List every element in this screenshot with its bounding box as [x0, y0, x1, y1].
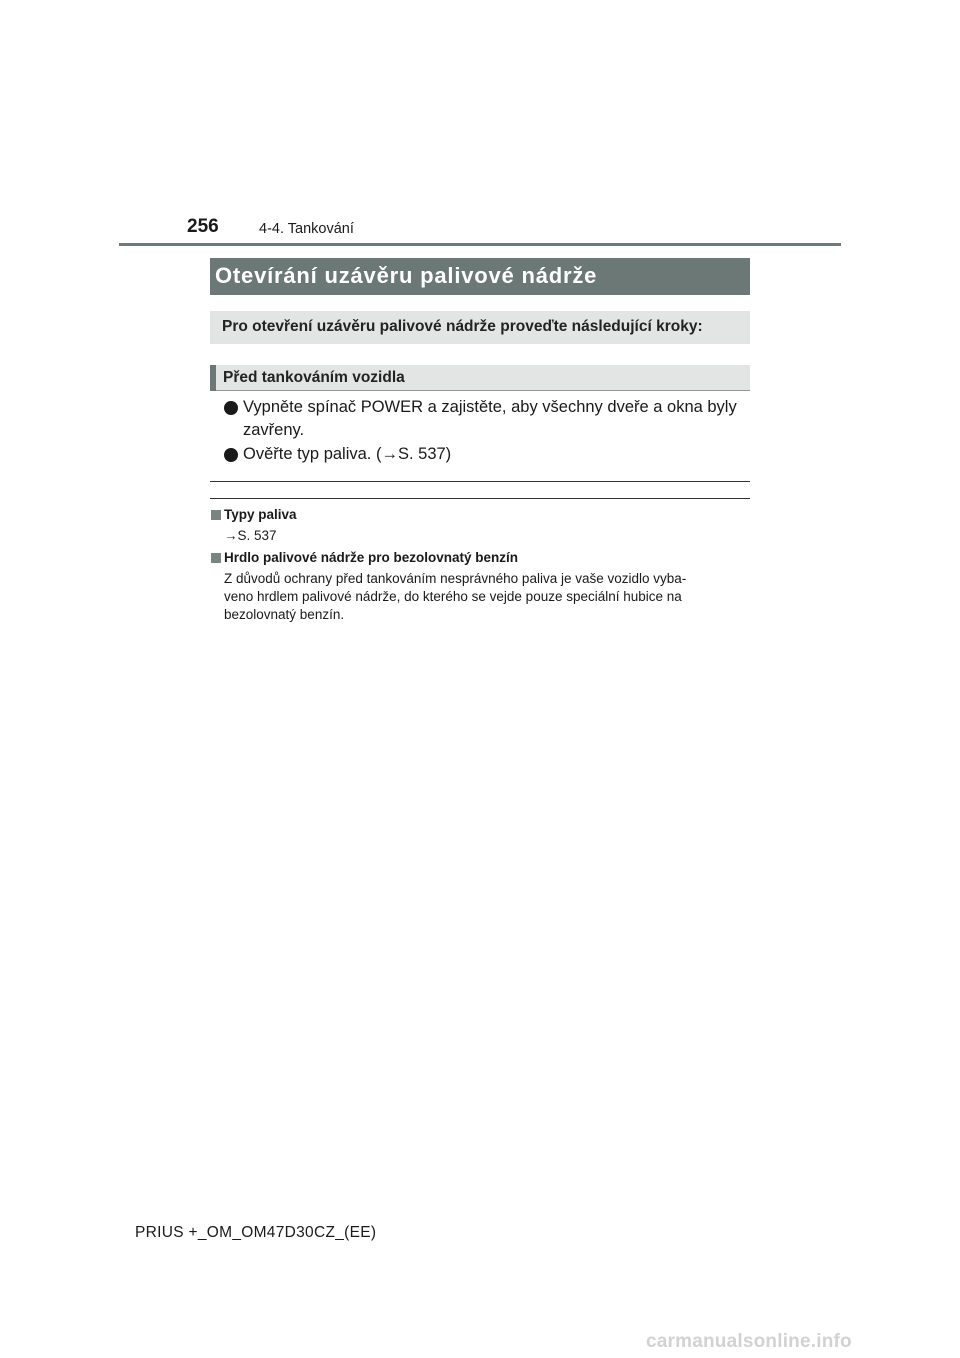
note-body-line: Z důvodů ochrany před tankováním nesprávného paliva je vaše vozidlo vyba- — [224, 571, 687, 586]
bullet-text-1-line1: Vypněte spínač POWER a zajistěte, aby všechny dveře a okna byly — [243, 398, 737, 416]
note-body-line: veno hrdlem palivové nádrže, do kterého se vejde pouze speciální hubice na — [224, 589, 682, 604]
subheading-accent — [210, 365, 216, 391]
note-title-fuel-neck: Hrdlo palivové nádrže pro bezolovnatý benzín — [224, 550, 519, 565]
notes-top-rule — [210, 498, 750, 499]
note-body-fuel-neck — [224, 570, 746, 624]
square-bullet-icon — [211, 510, 221, 520]
bullet-text-2: Ověřte typ paliva. (→S. 537) — [243, 445, 452, 463]
note-body-line: bezolovnatý benzín. — [224, 607, 345, 622]
bullet-text-1-line2: zavřeny. — [243, 421, 305, 439]
section-title: Otevírání uzávěru palivové nádrže — [215, 263, 598, 288]
watermark: carmanualsonline.info — [646, 1331, 852, 1352]
subheading-text: Před tankováním vozidla — [223, 369, 405, 386]
note-body-fuel-types: →S. 537 — [224, 528, 277, 543]
section-end-rule — [210, 481, 750, 482]
intro-text: Pro otevření uzávěru palivové nádrže proveďte následující kroky: — [222, 318, 703, 335]
bullet-text-1 — [243, 396, 748, 442]
bullet-icon — [224, 448, 238, 462]
note-title-fuel-types: Typy paliva — [224, 507, 297, 522]
square-bullet-icon — [211, 553, 221, 563]
bullet-icon — [224, 401, 238, 415]
header-rule — [119, 243, 841, 246]
footer-manual-code: PRIUS +_OM_OM47D30CZ_(EE) — [135, 1224, 377, 1241]
page-number: 256 — [187, 216, 219, 237]
chapter-title: 4-4. Tankování — [259, 221, 354, 237]
